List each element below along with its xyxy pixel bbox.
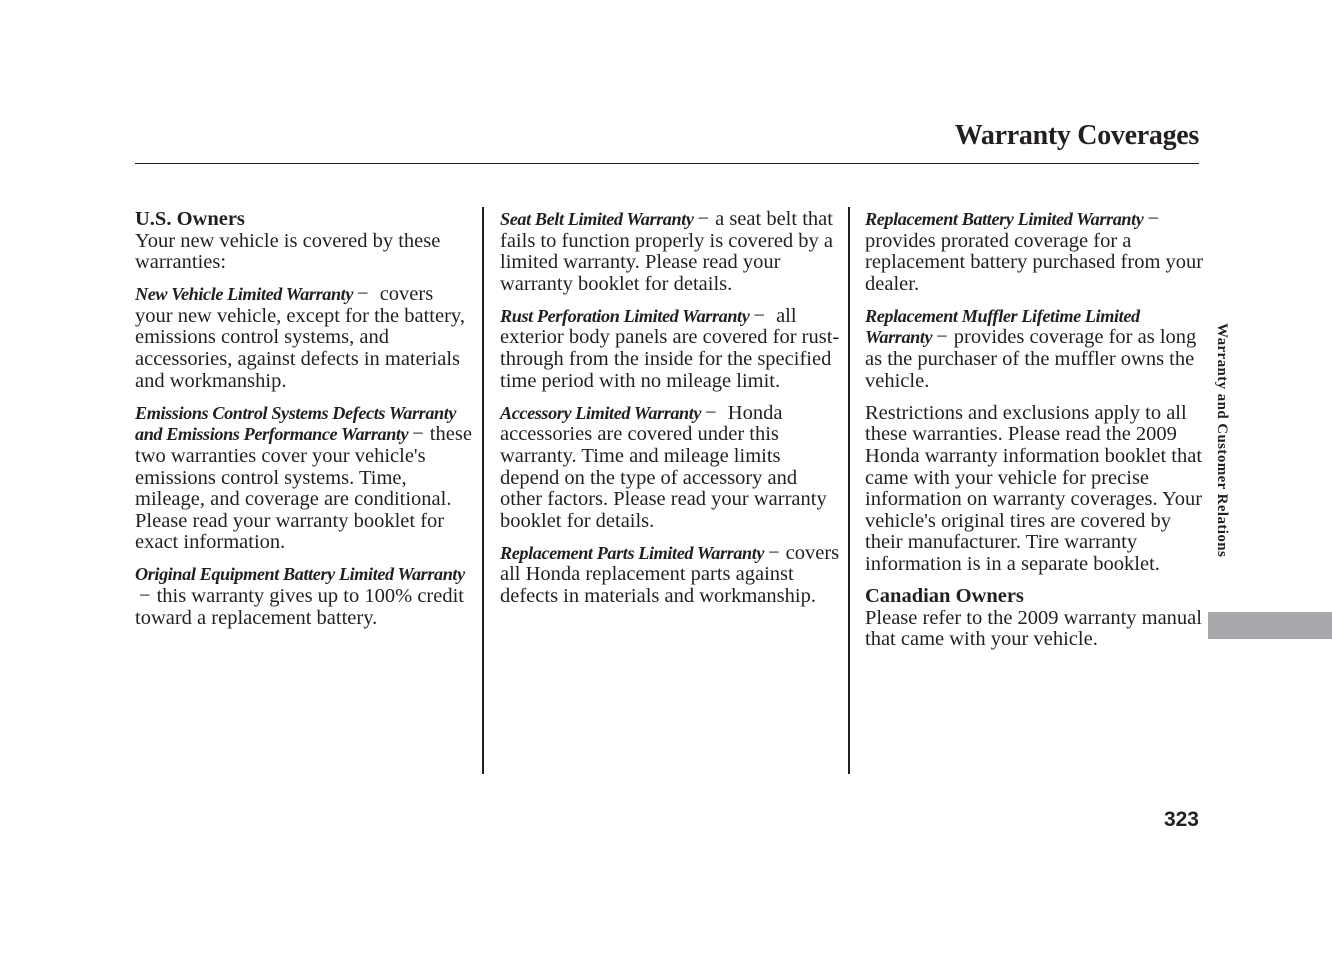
warranty-term: Original Equipment Battery Limited Warranty: [135, 564, 465, 585]
warranty-term: Replacement Muffler Lifetime Limited Warranty: [865, 305, 1140, 348]
em-dash: −: [139, 585, 151, 607]
us-owners-intro: Your new vehicle is covered by these warranties:: [135, 229, 441, 274]
parts-warranty: [500, 543, 840, 608]
warranty-term: Replacement Battery Limited Warranty: [865, 209, 1144, 229]
page-number: 323: [1163, 808, 1199, 831]
column-divider: [848, 207, 850, 774]
side-tab-label: Warranty and Customer Relations: [1214, 323, 1230, 558]
warranty-description: covers your new vehicle, except for the battery, emissions control systems, and accessories, against defects in materials and workmanship.: [135, 283, 465, 392]
us-owners-heading: U.S. Owners: [135, 208, 245, 230]
warranty-description: these two warranties cover your vehicle's emissions control systems. Time, mileage, and coverage are conditional. Please read your warranty booklet for exact information.: [135, 423, 472, 554]
canadian-owners-text: Please refer to the 2009 warranty manual that came with your vehicle.: [865, 606, 1202, 651]
new-vehicle-warranty: [135, 284, 473, 392]
em-dash: −: [705, 401, 717, 424]
title-rule: [135, 163, 1199, 164]
warranty-description: covers all Honda replacement parts against defects in materials and workmanship.: [500, 541, 840, 607]
canadian-owners-section: [865, 586, 1205, 651]
warranty-description: Honda accessories are covered under this warranty. Time and mileage limits depend on the type of accessory and other factors. Please read your warranty booklet for details.: [500, 401, 827, 532]
replacement-battery-warranty: [865, 209, 1205, 295]
us-owners-section: [135, 209, 473, 274]
seat-belt-warranty: [500, 209, 840, 295]
warranty-term: Rust Perforation Limited Warranty: [500, 305, 750, 326]
em-dash: −: [768, 541, 780, 564]
warranty-term: Accessory Limited Warranty: [500, 402, 702, 423]
em-dash: −: [936, 326, 948, 349]
muffler-warranty: [865, 306, 1205, 392]
column-right: [865, 209, 1205, 661]
restrictions-paragraph: Restrictions and exclusions apply to all these warranties. Please read the 2009 Honda warranty information booklet that came with your vehicle for precise information on warranty coverages. Your vehicle's original tires are covered by their manufacturer. Tire warranty information is in a separate booklet.: [865, 401, 1203, 575]
column-left: [135, 209, 473, 640]
warranty-description: a seat belt that fails to function properly is covered by a limited warranty. Please read your warranty booklet for details.: [500, 208, 834, 295]
canadian-owners-heading: Canadian Owners: [865, 585, 1024, 607]
warranty-description: all exterior body panels are covered for rust-through from the inside for the specified time period with no mileage limit.: [500, 304, 840, 392]
rust-warranty: [500, 306, 840, 392]
warranty-description: provides coverage for as long as the purchaser of the muffler owns the vehicle.: [865, 326, 1197, 392]
column-divider: [482, 207, 484, 774]
warranty-description: this warranty gives up to 100% credit toward a replacement battery.: [135, 585, 464, 629]
em-dash: −: [412, 423, 424, 446]
em-dash: −: [357, 283, 369, 306]
accessory-warranty: [500, 403, 840, 533]
warranty-term: New Vehicle Limited Warranty: [135, 284, 353, 305]
warranty-description: provides prorated coverage for a replacement battery purchased from your dealer.: [865, 229, 1204, 295]
page-title: Warranty Coverages: [954, 120, 1199, 151]
side-tab-marker: [1208, 612, 1332, 639]
em-dash: −: [1147, 208, 1159, 230]
em-dash: −: [753, 304, 765, 327]
warranty-term: Replacement Parts Limited Warranty: [500, 542, 765, 563]
emissions-warranty: [135, 403, 473, 554]
column-middle: [500, 209, 840, 618]
battery-warranty: [135, 564, 473, 629]
warranty-term: Emissions Control Systems Defects Warranty and Emissions Performance Warranty: [135, 402, 457, 445]
warranty-term: Seat Belt Limited Warranty: [500, 209, 694, 229]
em-dash: −: [697, 208, 710, 230]
